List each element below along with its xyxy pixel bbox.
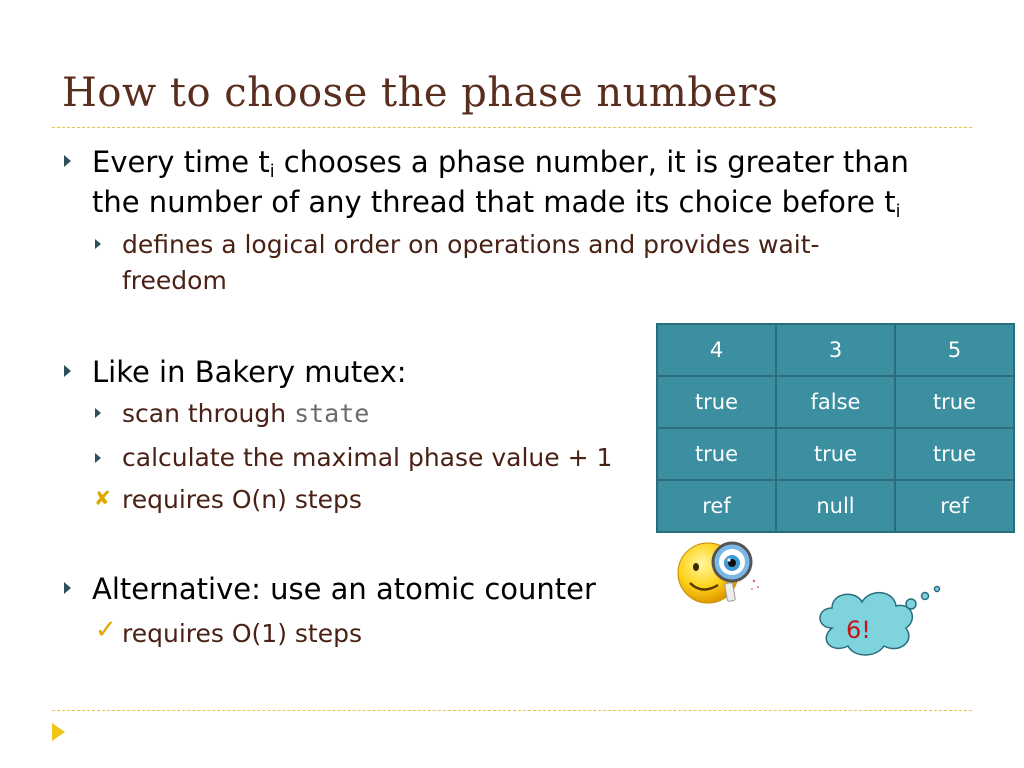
table-cell: true (776, 428, 895, 480)
table-cell: true (657, 428, 776, 480)
bullet-1-line-2 (92, 182, 900, 222)
table-cell: null (776, 480, 895, 532)
table-row (657, 324, 1014, 376)
code-state: state (294, 399, 370, 428)
bullet-arrow-icon (64, 582, 71, 594)
thought-bubble-text: 6! (846, 616, 871, 644)
bullet-arrow-icon (64, 155, 71, 167)
thought-bubble (814, 584, 944, 660)
bullet-3-text: Alternative: use an atomic counter (92, 572, 596, 606)
bullet-1-text-b: chooses a phase number, it is greater than (274, 145, 909, 179)
bullet-1-sub-line-2: freedom (122, 266, 227, 295)
bullet-1-subscript-1: i (269, 162, 275, 183)
table-cell: 3 (776, 324, 895, 376)
bullet-2-sub-1-text: scan through (122, 399, 295, 428)
table-cell: 5 (895, 324, 1014, 376)
bullet-arrow-icon (64, 365, 71, 377)
slide-title: How to choose the phase numbers (62, 70, 779, 116)
bullet-1-line-1 (92, 142, 909, 182)
table-cell: ref (657, 480, 776, 532)
sub-bullet-arrow-icon (95, 239, 101, 249)
bullet-1-sub-line-1: defines a logical order on operations and provides wait- (122, 230, 820, 259)
bullet-2-sub-2: calculate the maximal phase value + 1 (122, 443, 613, 472)
bullet-1-text-a: Every time t (92, 145, 270, 179)
table-cell: true (895, 376, 1014, 428)
bullet-1-subscript-2: i (895, 202, 901, 223)
check-mark-icon: ✓ (95, 615, 117, 645)
table-cell: true (895, 428, 1014, 480)
state-table (656, 323, 1015, 533)
bullet-2-text: Like in Bakery mutex: (92, 355, 407, 389)
cross-mark-icon: ✘ (94, 486, 111, 510)
footer-arrow-icon (52, 723, 65, 741)
title-divider (52, 127, 972, 128)
table-row (657, 428, 1014, 480)
table-cell: false (776, 376, 895, 428)
bullet-2-sub-1 (122, 397, 369, 431)
table-row (657, 480, 1014, 532)
sub-bullet-arrow-icon (95, 453, 101, 463)
sub-bullet-arrow-icon (95, 408, 101, 418)
table-cell: 4 (657, 324, 776, 376)
table-row (657, 376, 1014, 428)
table-cell: true (657, 376, 776, 428)
magnifier-smiley-icon (672, 533, 762, 615)
bullet-2-sub-3: requires O(n) steps (122, 485, 362, 514)
bullet-3-sub-1: requires O(1) steps (122, 619, 362, 648)
table-cell: ref (895, 480, 1014, 532)
footer-divider (52, 710, 972, 711)
bullet-1-text-c: the number of any thread that made its choice before t (92, 185, 896, 219)
